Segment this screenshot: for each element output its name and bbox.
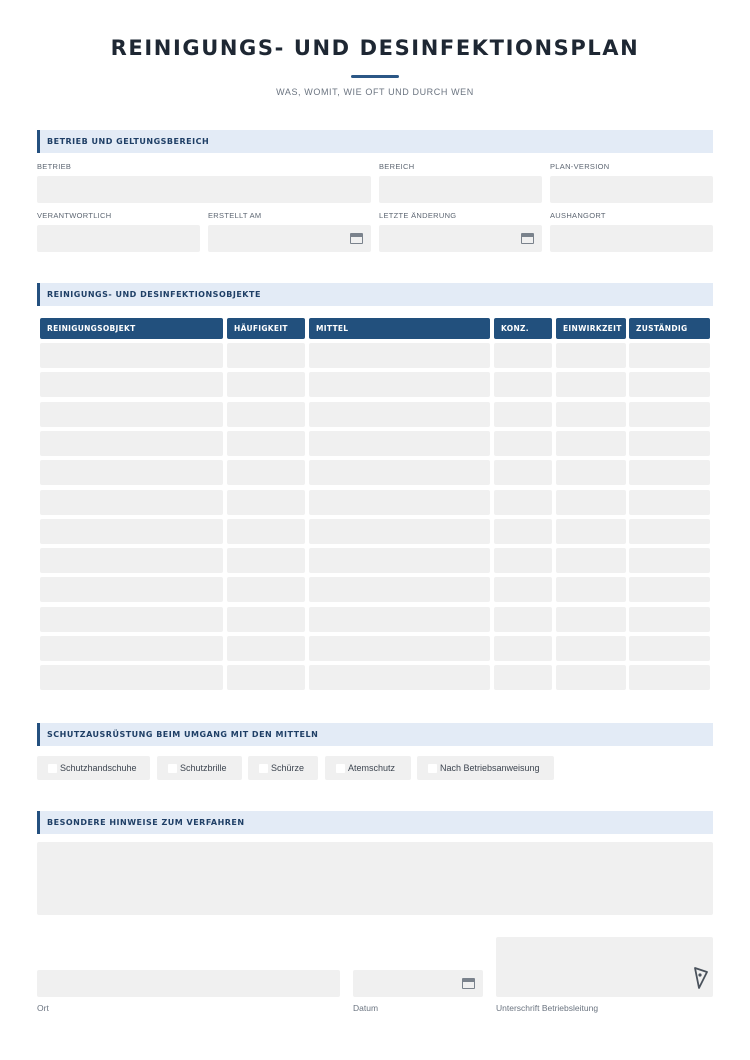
table-cell[interactable]	[309, 490, 490, 515]
table-cell[interactable]	[309, 460, 490, 485]
betrieb-field[interactable]	[37, 176, 371, 203]
table-cell[interactable]	[40, 548, 223, 573]
column-header-konz: KONZ.	[494, 318, 552, 339]
pen-nib-icon	[693, 966, 709, 990]
calendar-icon[interactable]	[350, 233, 363, 244]
table-cell[interactable]	[40, 636, 223, 661]
table-cell[interactable]	[629, 577, 710, 602]
ppe-option-atemschutz[interactable]	[325, 756, 411, 780]
checkbox[interactable]	[259, 764, 268, 773]
ppe-option-schutzbrille[interactable]	[157, 756, 242, 780]
table-cell[interactable]	[629, 490, 710, 515]
table-cell[interactable]	[40, 607, 223, 632]
table-cell[interactable]	[309, 402, 490, 427]
table-cell[interactable]	[40, 460, 223, 485]
label-plan-version: PLAN-VERSION	[550, 162, 610, 171]
table-cell[interactable]	[629, 372, 710, 397]
table-cell[interactable]	[227, 519, 305, 544]
label-datum: Datum	[353, 1003, 379, 1013]
table-cell[interactable]	[556, 372, 626, 397]
table-cell[interactable]	[494, 402, 552, 427]
table-cell[interactable]	[227, 577, 305, 602]
hinweise-textarea[interactable]	[37, 842, 713, 915]
table-cell[interactable]	[629, 636, 710, 661]
label-unterschrift: Unterschrift Betriebsleitung	[496, 1003, 599, 1013]
checkbox[interactable]	[336, 764, 345, 773]
label-betrieb: BETRIEB	[37, 162, 72, 171]
table-cell[interactable]	[40, 490, 223, 515]
table-cell[interactable]	[309, 665, 490, 690]
table-cell[interactable]	[309, 577, 490, 602]
label-verantwortlich: VERANTWORTLICH	[37, 211, 112, 220]
table-cell[interactable]	[309, 636, 490, 661]
table-cell[interactable]	[227, 343, 305, 368]
calendar-icon[interactable]	[462, 978, 475, 989]
table-cell[interactable]	[629, 402, 710, 427]
table-cell[interactable]	[309, 548, 490, 573]
label-ort: Ort	[37, 1003, 49, 1013]
table-cell[interactable]	[40, 372, 223, 397]
table-cell[interactable]	[556, 460, 626, 485]
table-cell[interactable]	[227, 460, 305, 485]
ppe-label: Nach Betriebsanweisung	[440, 763, 540, 773]
section-schutz-header: SCHUTZAUSRÜSTUNG BEIM UMGANG MIT DEN MITTELN	[37, 723, 713, 746]
table-cell[interactable]	[227, 431, 305, 456]
table-cell[interactable]	[629, 519, 710, 544]
checkbox[interactable]	[428, 764, 437, 773]
page-title: REINIGUNGS- UND DESINFEKTIONSPLAN	[110, 36, 640, 60]
table-cell[interactable]	[494, 343, 552, 368]
title-underline	[351, 75, 399, 78]
table-cell[interactable]	[494, 460, 552, 485]
table-cell[interactable]	[227, 636, 305, 661]
table-cell[interactable]	[629, 460, 710, 485]
label-letzte-aenderung: LETZTE ÄNDERUNG	[379, 211, 457, 220]
table-cell[interactable]	[309, 431, 490, 456]
ppe-label: Schürze	[271, 763, 305, 773]
letzte-aenderung-field[interactable]	[379, 225, 542, 252]
section-hinweise-header: BESONDERE HINWEISE ZUM VERFAHREN	[37, 811, 713, 834]
signature-field[interactable]	[496, 937, 713, 997]
aushangort-field[interactable]	[550, 225, 713, 252]
table-cell[interactable]	[227, 490, 305, 515]
table-cell[interactable]	[227, 665, 305, 690]
table-cell[interactable]	[494, 548, 552, 573]
table-cell[interactable]	[494, 607, 552, 632]
table-cell[interactable]	[494, 490, 552, 515]
checkbox[interactable]	[168, 764, 177, 773]
label-bereich: BEREICH	[379, 162, 415, 171]
table-cell[interactable]	[556, 431, 626, 456]
table-cell[interactable]	[227, 548, 305, 573]
ppe-option-schuerze[interactable]	[248, 756, 318, 780]
table-cell[interactable]	[40, 519, 223, 544]
table-cell[interactable]	[309, 607, 490, 632]
table-cell[interactable]	[556, 402, 626, 427]
table-cell[interactable]	[40, 402, 223, 427]
section-objekte-header: REINIGUNGS- UND DESINFEKTIONSOBJEKTE	[37, 283, 713, 306]
ppe-label: Atemschutz	[348, 763, 396, 773]
erstellt-am-field[interactable]	[208, 225, 371, 252]
column-header-zustaendig: ZUSTÄNDIG	[629, 318, 710, 339]
table-cell[interactable]	[556, 607, 626, 632]
section-betrieb-header: BETRIEB UND GELTUNGSBEREICH	[37, 130, 713, 153]
table-cell[interactable]	[556, 577, 626, 602]
table-cell[interactable]	[556, 636, 626, 661]
table-cell[interactable]	[227, 402, 305, 427]
table-cell[interactable]	[309, 372, 490, 397]
table-cell[interactable]	[227, 372, 305, 397]
table-cell[interactable]	[494, 577, 552, 602]
table-cell[interactable]	[309, 343, 490, 368]
table-cell[interactable]	[40, 343, 223, 368]
table-cell[interactable]	[227, 607, 305, 632]
bereich-field[interactable]	[379, 176, 542, 203]
ppe-option-nach-betriebsanweisung[interactable]	[417, 756, 554, 780]
table-cell[interactable]	[629, 607, 710, 632]
ppe-option-schutzhandschuhe[interactable]	[37, 756, 150, 780]
column-header-reinigungsobjekt: REINIGUNGSOBJEKT	[40, 318, 223, 339]
label-erstellt-am: ERSTELLT AM	[208, 211, 262, 220]
table-cell[interactable]	[494, 636, 552, 661]
table-cell[interactable]	[556, 490, 626, 515]
table-cell[interactable]	[309, 519, 490, 544]
table-cell[interactable]	[629, 343, 710, 368]
table-cell[interactable]	[556, 519, 626, 544]
table-cell[interactable]	[556, 343, 626, 368]
table-cell[interactable]	[40, 431, 223, 456]
table-cell[interactable]	[494, 372, 552, 397]
column-header-haeufigkeit: HÄUFIGKEIT	[227, 318, 305, 339]
ppe-label: Schutzhandschuhe	[60, 763, 137, 773]
calendar-icon[interactable]	[521, 233, 534, 244]
ppe-label: Schutzbrille	[180, 763, 227, 773]
table-cell[interactable]	[556, 548, 626, 573]
verantwortlich-field[interactable]	[37, 225, 200, 252]
table-cell[interactable]	[40, 665, 223, 690]
table-cell[interactable]	[494, 519, 552, 544]
page-subtitle: WAS, WOMIT, WIE OFT UND DURCH WEN	[276, 87, 474, 97]
table-cell[interactable]	[494, 665, 552, 690]
plan-version-field[interactable]	[550, 176, 713, 203]
table-cell[interactable]	[629, 431, 710, 456]
column-header-einwirkzeit: EINWIRKZEIT	[556, 318, 626, 339]
column-header-mittel: MITTEL	[309, 318, 490, 339]
datum-field[interactable]	[353, 970, 483, 997]
table-cell[interactable]	[556, 665, 626, 690]
table-cell[interactable]	[40, 577, 223, 602]
table-cell[interactable]	[494, 431, 552, 456]
table-cell[interactable]	[629, 548, 710, 573]
ort-field[interactable]	[37, 970, 340, 997]
checkbox[interactable]	[48, 764, 57, 773]
table-cell[interactable]	[629, 665, 710, 690]
label-aushangort: AUSHANGORT	[550, 211, 606, 220]
